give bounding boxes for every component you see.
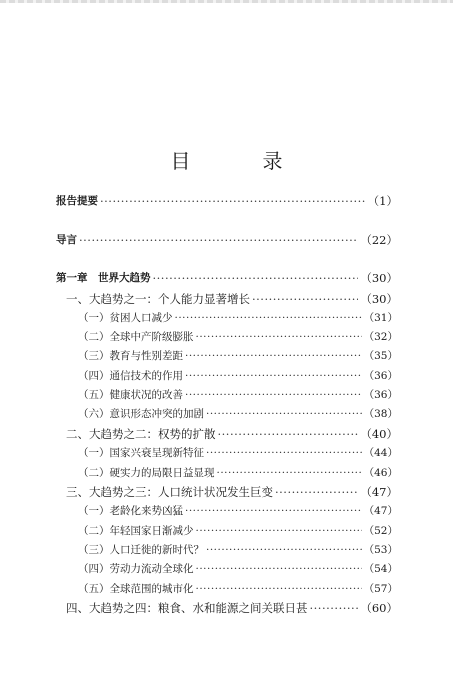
toc-entry[interactable] (0, 444, 453, 462)
toc-entry-page: （32） (363, 331, 398, 343)
toc-entry-label: （五）全球范围的城市化 (78, 583, 194, 595)
toc-entry-page: （54） (363, 563, 398, 575)
toc-entry-label: 导言 (56, 234, 77, 246)
dot-leader (196, 580, 362, 598)
toc-entry-page: （47） (360, 485, 398, 499)
toc-entry-page: （36） (363, 389, 398, 401)
toc-entry-page: （40） (360, 427, 398, 441)
toc-entry-label: （一）国家兴衰呈现新特征 (78, 447, 204, 459)
toc-entry[interactable] (0, 328, 453, 346)
toc-entry[interactable] (0, 464, 453, 482)
toc-entry[interactable] (0, 522, 453, 540)
toc-entry[interactable] (0, 347, 453, 365)
dot-leader (185, 367, 362, 385)
toc-entry[interactable] (0, 405, 453, 423)
toc-entry-page: （53） (363, 544, 398, 556)
toc-entry-label: 第一章 世界大趋势 (56, 272, 151, 284)
toc-entry-label: （三）人口迁徙的新时代？ (78, 544, 204, 556)
toc-entry[interactable] (0, 560, 453, 578)
dot-leader (206, 541, 362, 559)
toc-entry-label: （五）健康状况的改善 (78, 389, 183, 401)
toc-entry-label: （三）教育与性别差距 (78, 350, 183, 362)
dot-leader (185, 502, 362, 520)
dot-leader (275, 483, 358, 501)
toc-entry-label: （二）年轻国家日渐减少 (78, 525, 194, 537)
dot-leader (153, 269, 359, 287)
page-top-border (0, 0, 453, 3)
toc-entry[interactable] (0, 192, 453, 210)
toc-entry-page: （36） (363, 370, 398, 382)
dot-leader (206, 405, 362, 423)
dot-leader (252, 290, 358, 308)
toc-entry-label: 四、大趋势之四：粮食、水和能源之间关联日甚 (66, 601, 308, 615)
toc-entry-label: 三、大趋势之三：人口统计状况发生巨变 (66, 485, 273, 499)
toc-entry[interactable] (0, 269, 453, 287)
toc-entry-label: （一）老龄化来势凶猛 (78, 505, 183, 517)
toc-entry-label: 二、大趋势之二：权势的扩散 (66, 427, 216, 441)
toc-entry-label: （一）贫困人口减少 (78, 312, 173, 324)
toc-entry-label: （二）全球中产阶级膨胀 (78, 331, 194, 343)
dot-leader (185, 386, 362, 404)
toc-entry[interactable] (0, 425, 453, 443)
dot-leader (175, 309, 362, 327)
toc-entry[interactable] (0, 580, 453, 598)
dot-leader (217, 464, 362, 482)
toc-entry-page: （47） (363, 505, 398, 517)
toc-entry-label: （四）劳动力流动全球化 (78, 563, 194, 575)
toc-entry-page: （60） (360, 601, 398, 615)
dot-leader (218, 425, 359, 443)
toc-entry[interactable] (0, 231, 453, 249)
toc-entry[interactable] (0, 290, 453, 308)
toc-entry-page: （52） (363, 525, 398, 537)
toc-entry-label: 一、大趋势之一：个人能力显著增长 (66, 292, 250, 306)
toc-entry[interactable] (0, 541, 453, 559)
dot-leader (79, 231, 358, 249)
dot-leader (196, 328, 362, 346)
dot-leader (206, 444, 362, 462)
toc-entry-page: （22） (360, 233, 398, 247)
dot-leader (185, 347, 362, 365)
toc-entry-page: （30） (360, 271, 398, 285)
toc-entry-label: （二）硬实力的局限日益显现 (78, 467, 215, 479)
toc-entry[interactable] (0, 309, 453, 327)
dot-leader (196, 560, 362, 578)
toc-entry-label: （六）意识形态冲突的加剧 (78, 408, 204, 420)
toc-entry-page: （31） (363, 312, 398, 324)
dot-leader (196, 522, 362, 540)
toc-entry-page: （35） (363, 350, 398, 362)
toc-entry-page: （44） (363, 447, 398, 459)
toc-entry-label: 报告提要 (56, 195, 98, 207)
toc-entry-page: （30） (360, 292, 398, 306)
dot-leader (310, 599, 359, 617)
toc-entry[interactable] (0, 386, 453, 404)
toc-entry-page: （46） (363, 467, 398, 479)
toc-entry-label: （四）通信技术的作用 (78, 370, 183, 382)
page-title: 目 录 (170, 149, 309, 173)
toc-entry-page: （57） (363, 583, 398, 595)
dot-leader (100, 192, 366, 210)
toc-entry[interactable] (0, 367, 453, 385)
toc-entry-page: （38） (363, 408, 398, 420)
toc-entry-page: （1） (367, 194, 398, 208)
toc-entry[interactable] (0, 483, 453, 501)
toc-entry[interactable] (0, 502, 453, 520)
toc-entry[interactable] (0, 599, 453, 617)
